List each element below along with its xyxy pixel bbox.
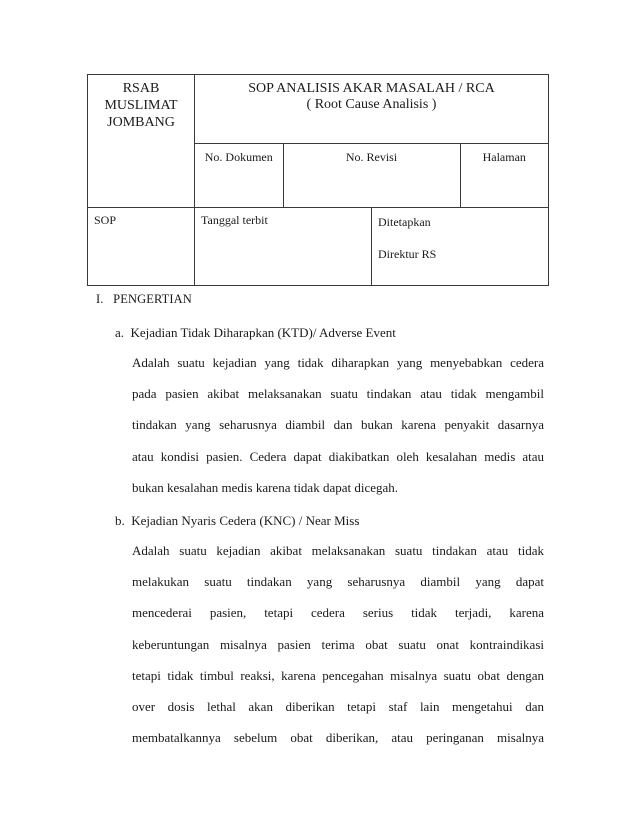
paragraph-line: pada pasien akibat melaksanakan suatu tindakan atau tidak mengambil <box>132 386 544 402</box>
page-label: Halaman <box>482 150 526 164</box>
established-cell <box>372 208 549 286</box>
section-title: I. PENGERTIAN <box>96 292 192 306</box>
paragraph-line: atau kondisi pasien. Cedera dapat diakibatkan oleh kesalahan medis atau <box>132 448 544 464</box>
doc-number-cell <box>195 144 284 208</box>
page-cell <box>460 144 549 208</box>
revision-label: No. Revisi <box>345 150 398 164</box>
document-title: SOP ANALISIS AKAR MASALAH / RCA <box>248 81 495 96</box>
paragraph-line: bukan kesalahan medis karena tidak dapat dicegah. <box>132 479 399 495</box>
item-a-heading: a. Kejadian Tidak Diharapkan (KTD)/ Adverse Event <box>115 325 396 340</box>
paragraph-line: tindakan yang seharusnya diambil dan bukan karena penyakit dasarnya <box>132 417 544 433</box>
document-title-cell <box>195 75 549 144</box>
issue-date-label: Tanggal terbit <box>201 213 268 227</box>
item-a-paragraph <box>132 353 544 509</box>
established-label: Ditetapkan <box>378 215 431 229</box>
revision-cell <box>283 144 460 208</box>
director-label: Direktur RS <box>378 247 437 261</box>
issue-date-cell <box>195 208 372 286</box>
institution-cell <box>88 75 195 208</box>
paragraph-line: Adalah suatu kejadian akibat melaksanakan suatu tindakan atau tidak <box>132 543 544 558</box>
paragraph-line: mencederai pasien, tetapi cedera serius tidak terjadi, karena <box>132 605 544 621</box>
item-b-paragraph <box>132 541 544 759</box>
institution-line: JOMBANG <box>107 115 175 130</box>
sop-header-table <box>87 74 549 286</box>
paragraph-line: tetapi tidak timbul reaksi, karena pencegahan misalnya suatu obat dengan <box>132 667 544 683</box>
paragraph-line: over dosis lethal akan diberikan tetapi staf lain mengetahui dan <box>132 698 544 714</box>
document-subtitle: ( Root Cause Analisis ) <box>306 97 437 112</box>
sop-label: SOP <box>94 213 117 227</box>
institution-line: MUSLIMAT <box>104 98 178 113</box>
paragraph-line: keberuntungan misalnya pasien terima obat suatu onat kontraindikasi <box>132 636 544 652</box>
paragraph-line: Adalah suatu kejadian yang tidak diharapkan yang menyebabkan cedera <box>132 355 544 370</box>
paragraph-line: membatalkannya sebelum obat diberikan, atau peringanan misalnya <box>132 730 544 746</box>
item-b-heading: b. Kejadian Nyaris Cedera (KNC) / Near Miss <box>115 513 360 528</box>
sop-cell <box>88 208 195 286</box>
institution-line: RSAB <box>122 81 160 96</box>
doc-number-label: No. Dokumen <box>204 150 273 164</box>
paragraph-line: melakukan suatu tindakan yang seharusnya diambil yang dapat <box>132 574 544 590</box>
